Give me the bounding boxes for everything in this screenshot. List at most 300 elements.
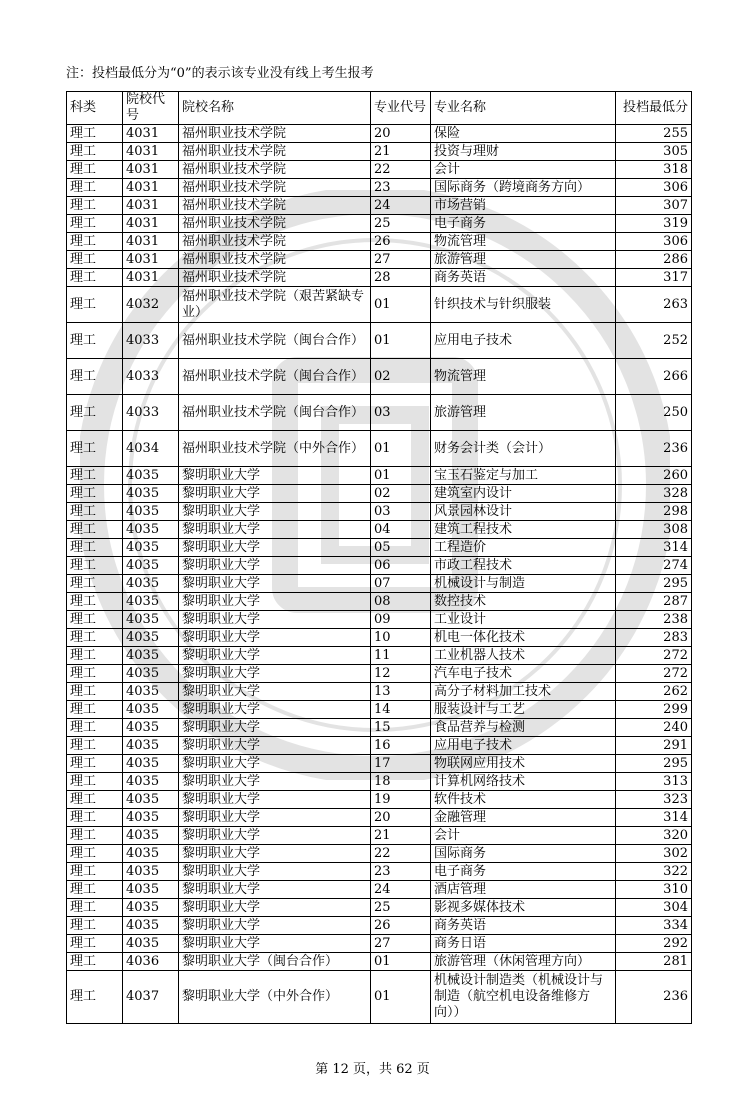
table-row bbox=[67, 827, 692, 845]
table-row bbox=[67, 719, 692, 737]
cell-school-code: 4033 bbox=[123, 395, 179, 431]
cell-category: 理工 bbox=[67, 899, 123, 917]
cell-min-score: 250 bbox=[616, 395, 692, 431]
cell-min-score: 307 bbox=[616, 197, 692, 215]
cell-school-name: 黎明职业大学 bbox=[179, 935, 371, 953]
cell-major-name: 应用电子技术 bbox=[431, 323, 616, 359]
cell-school-code: 4035 bbox=[123, 827, 179, 845]
table-row bbox=[67, 287, 692, 323]
cell-min-score: 287 bbox=[616, 593, 692, 611]
cell-school-code: 4035 bbox=[123, 647, 179, 665]
cell-school-name: 福州职业技术学院 bbox=[179, 197, 371, 215]
table-row bbox=[67, 395, 692, 431]
table-row bbox=[67, 755, 692, 773]
cell-school-name: 黎明职业大学 bbox=[179, 917, 371, 935]
cell-category: 理工 bbox=[67, 611, 123, 629]
header-major-code: 专业代号 bbox=[371, 92, 431, 125]
cell-category: 理工 bbox=[67, 701, 123, 719]
cell-min-score: 299 bbox=[616, 701, 692, 719]
cell-major-code: 22 bbox=[371, 845, 431, 863]
cell-major-code: 07 bbox=[371, 575, 431, 593]
cell-category: 理工 bbox=[67, 719, 123, 737]
table-row bbox=[67, 647, 692, 665]
cell-school-code: 4035 bbox=[123, 881, 179, 899]
cell-school-name: 黎明职业大学 bbox=[179, 521, 371, 539]
cell-school-code: 4036 bbox=[123, 953, 179, 971]
cell-major-name: 市政工程技术 bbox=[431, 557, 616, 575]
header-min-score: 投档最低分 bbox=[616, 92, 692, 125]
cell-major-name: 物流管理 bbox=[431, 233, 616, 251]
cell-school-name: 福州职业技术学院 bbox=[179, 269, 371, 287]
cell-school-name: 黎明职业大学 bbox=[179, 611, 371, 629]
cell-major-name: 商务日语 bbox=[431, 935, 616, 953]
cell-major-code: 10 bbox=[371, 629, 431, 647]
table-row bbox=[67, 215, 692, 233]
cell-category: 理工 bbox=[67, 665, 123, 683]
cell-major-name: 旅游管理 bbox=[431, 395, 616, 431]
cell-major-code: 21 bbox=[371, 143, 431, 161]
cell-min-score: 334 bbox=[616, 917, 692, 935]
cell-min-score: 283 bbox=[616, 629, 692, 647]
cell-school-code: 4035 bbox=[123, 899, 179, 917]
table-row bbox=[67, 431, 692, 467]
cell-category: 理工 bbox=[67, 395, 123, 431]
cell-min-score: 317 bbox=[616, 269, 692, 287]
cell-school-name: 黎明职业大学 bbox=[179, 845, 371, 863]
cell-school-code: 4035 bbox=[123, 701, 179, 719]
cell-school-name: 黎明职业大学（中外合作） bbox=[179, 971, 371, 1024]
table-row bbox=[67, 791, 692, 809]
cell-major-name: 市场营销 bbox=[431, 197, 616, 215]
cell-min-score: 291 bbox=[616, 737, 692, 755]
cell-min-score: 263 bbox=[616, 287, 692, 323]
header-school-code: 院校代号 bbox=[123, 92, 179, 125]
cell-major-code: 24 bbox=[371, 881, 431, 899]
cell-school-name: 福州职业技术学院 bbox=[179, 179, 371, 197]
cell-min-score: 266 bbox=[616, 359, 692, 395]
table-row bbox=[67, 917, 692, 935]
cell-major-name: 会计 bbox=[431, 827, 616, 845]
cell-major-code: 23 bbox=[371, 179, 431, 197]
header-school-name: 院校名称 bbox=[179, 92, 371, 125]
cell-min-score: 314 bbox=[616, 539, 692, 557]
cell-school-code: 4035 bbox=[123, 593, 179, 611]
cell-category: 理工 bbox=[67, 143, 123, 161]
cell-major-name: 服装设计与工艺 bbox=[431, 701, 616, 719]
cell-school-code: 4035 bbox=[123, 467, 179, 485]
cell-category: 理工 bbox=[67, 881, 123, 899]
table-row bbox=[67, 845, 692, 863]
table-row bbox=[67, 521, 692, 539]
cell-major-code: 05 bbox=[371, 539, 431, 557]
table-row bbox=[67, 899, 692, 917]
cell-major-name: 高分子材料加工技术 bbox=[431, 683, 616, 701]
cell-school-code: 4035 bbox=[123, 863, 179, 881]
cell-school-name: 黎明职业大学 bbox=[179, 737, 371, 755]
cell-min-score: 286 bbox=[616, 251, 692, 269]
cell-category: 理工 bbox=[67, 539, 123, 557]
table-row bbox=[67, 593, 692, 611]
cell-category: 理工 bbox=[67, 521, 123, 539]
cell-min-score: 272 bbox=[616, 665, 692, 683]
cell-school-code: 4037 bbox=[123, 971, 179, 1024]
admission-score-table bbox=[66, 91, 692, 1024]
cell-major-code: 11 bbox=[371, 647, 431, 665]
page-footer: 第 12 页，共 62 页 bbox=[315, 1062, 430, 1077]
table-row bbox=[67, 251, 692, 269]
header-major-name: 专业名称 bbox=[431, 92, 616, 125]
cell-major-name: 数控技术 bbox=[431, 593, 616, 611]
cell-major-name: 食品营养与检测 bbox=[431, 719, 616, 737]
cell-school-name: 黎明职业大学 bbox=[179, 647, 371, 665]
table-row bbox=[67, 953, 692, 971]
cell-school-name: 黎明职业大学 bbox=[179, 863, 371, 881]
cell-min-score: 304 bbox=[616, 899, 692, 917]
table-row bbox=[67, 611, 692, 629]
cell-school-name: 福州职业技术学院 bbox=[179, 251, 371, 269]
cell-category: 理工 bbox=[67, 215, 123, 233]
cell-major-code: 22 bbox=[371, 161, 431, 179]
cell-category: 理工 bbox=[67, 953, 123, 971]
cell-school-code: 4035 bbox=[123, 737, 179, 755]
cell-category: 理工 bbox=[67, 179, 123, 197]
cell-school-code: 4033 bbox=[123, 359, 179, 395]
cell-major-name: 建筑工程技术 bbox=[431, 521, 616, 539]
table-row bbox=[67, 701, 692, 719]
cell-major-code: 08 bbox=[371, 593, 431, 611]
cell-major-name: 应用电子技术 bbox=[431, 737, 616, 755]
table-row bbox=[67, 881, 692, 899]
cell-school-code: 4031 bbox=[123, 269, 179, 287]
table-row bbox=[67, 485, 692, 503]
cell-school-code: 4035 bbox=[123, 557, 179, 575]
cell-major-name: 国际商务 bbox=[431, 845, 616, 863]
table-row bbox=[67, 179, 692, 197]
table-row bbox=[67, 143, 692, 161]
table-row bbox=[67, 971, 692, 1024]
cell-school-code: 4035 bbox=[123, 539, 179, 557]
cell-school-name: 福州职业技术学院（闽台合作） bbox=[179, 323, 371, 359]
cell-major-name: 电子商务 bbox=[431, 215, 616, 233]
cell-major-code: 28 bbox=[371, 269, 431, 287]
cell-major-code: 02 bbox=[371, 359, 431, 395]
cell-school-name: 黎明职业大学 bbox=[179, 503, 371, 521]
cell-min-score: 236 bbox=[616, 971, 692, 1024]
cell-school-name: 福州职业技术学院 bbox=[179, 143, 371, 161]
cell-category: 理工 bbox=[67, 125, 123, 143]
cell-school-name: 福州职业技术学院 bbox=[179, 161, 371, 179]
cell-school-code: 4035 bbox=[123, 683, 179, 701]
note-text: 注：投档最低分为“0”的表示该专业没有线上考生报考 bbox=[66, 66, 374, 81]
cell-min-score: 238 bbox=[616, 611, 692, 629]
cell-major-code: 01 bbox=[371, 431, 431, 467]
cell-major-code: 21 bbox=[371, 827, 431, 845]
cell-category: 理工 bbox=[67, 431, 123, 467]
cell-min-score: 295 bbox=[616, 575, 692, 593]
table-row bbox=[67, 557, 692, 575]
cell-min-score: 306 bbox=[616, 179, 692, 197]
cell-major-code: 20 bbox=[371, 809, 431, 827]
cell-major-code: 27 bbox=[371, 935, 431, 953]
cell-category: 理工 bbox=[67, 827, 123, 845]
cell-category: 理工 bbox=[67, 629, 123, 647]
cell-min-score: 306 bbox=[616, 233, 692, 251]
cell-min-score: 236 bbox=[616, 431, 692, 467]
cell-category: 理工 bbox=[67, 863, 123, 881]
cell-min-score: 260 bbox=[616, 467, 692, 485]
cell-category: 理工 bbox=[67, 503, 123, 521]
table-row bbox=[67, 323, 692, 359]
cell-major-name: 工程造价 bbox=[431, 539, 616, 557]
cell-school-name: 黎明职业大学 bbox=[179, 773, 371, 791]
cell-school-name: 黎明职业大学 bbox=[179, 485, 371, 503]
cell-major-name: 工业机器人技术 bbox=[431, 647, 616, 665]
table-row bbox=[67, 629, 692, 647]
cell-major-code: 16 bbox=[371, 737, 431, 755]
cell-min-score: 320 bbox=[616, 827, 692, 845]
cell-school-name: 黎明职业大学 bbox=[179, 593, 371, 611]
cell-school-code: 4035 bbox=[123, 935, 179, 953]
cell-category: 理工 bbox=[67, 485, 123, 503]
cell-major-code: 19 bbox=[371, 791, 431, 809]
cell-major-name: 投资与理财 bbox=[431, 143, 616, 161]
cell-school-name: 福州职业技术学院 bbox=[179, 215, 371, 233]
cell-category: 理工 bbox=[67, 809, 123, 827]
cell-min-score: 281 bbox=[616, 953, 692, 971]
cell-school-code: 4031 bbox=[123, 125, 179, 143]
cell-major-name: 商务英语 bbox=[431, 917, 616, 935]
cell-school-name: 黎明职业大学（闽台合作） bbox=[179, 953, 371, 971]
cell-category: 理工 bbox=[67, 269, 123, 287]
cell-major-code: 03 bbox=[371, 503, 431, 521]
cell-category: 理工 bbox=[67, 791, 123, 809]
cell-category: 理工 bbox=[67, 323, 123, 359]
cell-major-name: 汽车电子技术 bbox=[431, 665, 616, 683]
cell-school-code: 4031 bbox=[123, 251, 179, 269]
cell-school-name: 黎明职业大学 bbox=[179, 467, 371, 485]
cell-school-code: 4035 bbox=[123, 575, 179, 593]
cell-school-code: 4031 bbox=[123, 233, 179, 251]
cell-school-code: 4034 bbox=[123, 431, 179, 467]
cell-category: 理工 bbox=[67, 755, 123, 773]
cell-school-code: 4033 bbox=[123, 323, 179, 359]
cell-major-name: 电子商务 bbox=[431, 863, 616, 881]
cell-school-name: 黎明职业大学 bbox=[179, 719, 371, 737]
cell-major-code: 02 bbox=[371, 485, 431, 503]
table-row bbox=[67, 575, 692, 593]
cell-major-code: 25 bbox=[371, 899, 431, 917]
table-header-row bbox=[67, 92, 692, 125]
table-row bbox=[67, 809, 692, 827]
cell-school-name: 黎明职业大学 bbox=[179, 557, 371, 575]
cell-school-name: 黎明职业大学 bbox=[179, 701, 371, 719]
cell-category: 理工 bbox=[67, 161, 123, 179]
cell-school-name: 黎明职业大学 bbox=[179, 629, 371, 647]
cell-min-score: 314 bbox=[616, 809, 692, 827]
table-row bbox=[67, 863, 692, 881]
cell-category: 理工 bbox=[67, 557, 123, 575]
table-row bbox=[67, 737, 692, 755]
cell-major-name: 保险 bbox=[431, 125, 616, 143]
cell-school-code: 4031 bbox=[123, 197, 179, 215]
cell-category: 理工 bbox=[67, 773, 123, 791]
cell-school-code: 4035 bbox=[123, 809, 179, 827]
cell-category: 理工 bbox=[67, 359, 123, 395]
table-row bbox=[67, 125, 692, 143]
cell-category: 理工 bbox=[67, 647, 123, 665]
cell-min-score: 272 bbox=[616, 647, 692, 665]
cell-school-code: 4035 bbox=[123, 791, 179, 809]
cell-min-score: 240 bbox=[616, 719, 692, 737]
cell-school-code: 4031 bbox=[123, 179, 179, 197]
cell-school-code: 4035 bbox=[123, 503, 179, 521]
cell-school-name: 黎明职业大学 bbox=[179, 665, 371, 683]
table-row bbox=[67, 233, 692, 251]
cell-major-name: 物流管理 bbox=[431, 359, 616, 395]
cell-major-code: 06 bbox=[371, 557, 431, 575]
cell-min-score: 319 bbox=[616, 215, 692, 233]
cell-major-name: 机械设计与制造 bbox=[431, 575, 616, 593]
table-row bbox=[67, 773, 692, 791]
cell-school-code: 4031 bbox=[123, 161, 179, 179]
cell-min-score: 308 bbox=[616, 521, 692, 539]
cell-school-code: 4035 bbox=[123, 845, 179, 863]
cell-major-name: 金融管理 bbox=[431, 809, 616, 827]
cell-major-name: 旅游管理 bbox=[431, 251, 616, 269]
cell-school-name: 黎明职业大学 bbox=[179, 575, 371, 593]
cell-major-code: 01 bbox=[371, 323, 431, 359]
cell-min-score: 322 bbox=[616, 863, 692, 881]
cell-category: 理工 bbox=[67, 737, 123, 755]
cell-school-name: 福州职业技术学院（艰苦紧缺专业） bbox=[179, 287, 371, 323]
table-row bbox=[67, 359, 692, 395]
cell-major-name: 针织技术与针织服装 bbox=[431, 287, 616, 323]
cell-category: 理工 bbox=[67, 845, 123, 863]
cell-major-name: 国际商务（跨境商务方向） bbox=[431, 179, 616, 197]
cell-school-name: 黎明职业大学 bbox=[179, 899, 371, 917]
cell-school-name: 福州职业技术学院（闽台合作） bbox=[179, 395, 371, 431]
cell-min-score: 274 bbox=[616, 557, 692, 575]
cell-major-code: 01 bbox=[371, 953, 431, 971]
cell-major-name: 商务英语 bbox=[431, 269, 616, 287]
cell-school-name: 黎明职业大学 bbox=[179, 881, 371, 899]
cell-school-code: 4035 bbox=[123, 521, 179, 539]
cell-major-name: 物联网应用技术 bbox=[431, 755, 616, 773]
cell-school-name: 黎明职业大学 bbox=[179, 539, 371, 557]
header-category: 科类 bbox=[67, 92, 123, 125]
table-row bbox=[67, 503, 692, 521]
cell-school-name: 黎明职业大学 bbox=[179, 755, 371, 773]
cell-school-code: 4035 bbox=[123, 719, 179, 737]
cell-major-code: 14 bbox=[371, 701, 431, 719]
cell-school-code: 4032 bbox=[123, 287, 179, 323]
cell-major-code: 01 bbox=[371, 287, 431, 323]
cell-school-name: 黎明职业大学 bbox=[179, 809, 371, 827]
cell-school-name: 福州职业技术学院（闽台合作） bbox=[179, 359, 371, 395]
cell-major-code: 26 bbox=[371, 917, 431, 935]
cell-category: 理工 bbox=[67, 251, 123, 269]
cell-major-code: 09 bbox=[371, 611, 431, 629]
cell-school-name: 福州职业技术学院 bbox=[179, 233, 371, 251]
table-row bbox=[67, 197, 692, 215]
cell-category: 理工 bbox=[67, 683, 123, 701]
cell-school-code: 4031 bbox=[123, 143, 179, 161]
cell-school-code: 4035 bbox=[123, 917, 179, 935]
cell-min-score: 310 bbox=[616, 881, 692, 899]
cell-min-score: 298 bbox=[616, 503, 692, 521]
cell-category: 理工 bbox=[67, 593, 123, 611]
cell-major-name: 建筑室内设计 bbox=[431, 485, 616, 503]
cell-category: 理工 bbox=[67, 917, 123, 935]
cell-school-name: 福州职业技术学院（中外合作） bbox=[179, 431, 371, 467]
cell-major-code: 13 bbox=[371, 683, 431, 701]
table-row bbox=[67, 539, 692, 557]
cell-min-score: 323 bbox=[616, 791, 692, 809]
cell-major-code: 23 bbox=[371, 863, 431, 881]
cell-min-score: 318 bbox=[616, 161, 692, 179]
cell-major-code: 04 bbox=[371, 521, 431, 539]
cell-major-name: 机械设计制造类（机械设计与制造（航空机电设备维修方向）） bbox=[431, 971, 616, 1024]
cell-category: 理工 bbox=[67, 575, 123, 593]
table-row bbox=[67, 269, 692, 287]
cell-school-code: 4035 bbox=[123, 611, 179, 629]
cell-school-name: 黎明职业大学 bbox=[179, 827, 371, 845]
cell-major-code: 24 bbox=[371, 197, 431, 215]
cell-major-name: 宝玉石鉴定与加工 bbox=[431, 467, 616, 485]
cell-school-name: 福州职业技术学院 bbox=[179, 125, 371, 143]
cell-category: 理工 bbox=[67, 197, 123, 215]
cell-major-code: 03 bbox=[371, 395, 431, 431]
cell-major-code: 17 bbox=[371, 755, 431, 773]
cell-major-code: 01 bbox=[371, 971, 431, 1024]
cell-school-name: 黎明职业大学 bbox=[179, 791, 371, 809]
table-row bbox=[67, 935, 692, 953]
cell-major-name: 工业设计 bbox=[431, 611, 616, 629]
cell-category: 理工 bbox=[67, 233, 123, 251]
cell-category: 理工 bbox=[67, 971, 123, 1024]
cell-min-score: 313 bbox=[616, 773, 692, 791]
table-row bbox=[67, 467, 692, 485]
cell-major-code: 25 bbox=[371, 215, 431, 233]
cell-min-score: 328 bbox=[616, 485, 692, 503]
cell-school-code: 4035 bbox=[123, 629, 179, 647]
cell-major-name: 会计 bbox=[431, 161, 616, 179]
cell-major-name: 财务会计类（会计） bbox=[431, 431, 616, 467]
cell-category: 理工 bbox=[67, 287, 123, 323]
table-row bbox=[67, 683, 692, 701]
cell-min-score: 255 bbox=[616, 125, 692, 143]
cell-min-score: 295 bbox=[616, 755, 692, 773]
cell-major-code: 26 bbox=[371, 233, 431, 251]
cell-major-code: 15 bbox=[371, 719, 431, 737]
cell-category: 理工 bbox=[67, 935, 123, 953]
cell-major-code: 12 bbox=[371, 665, 431, 683]
cell-school-code: 4035 bbox=[123, 485, 179, 503]
cell-major-name: 旅游管理（休闲管理方向） bbox=[431, 953, 616, 971]
cell-major-name: 影视多媒体技术 bbox=[431, 899, 616, 917]
cell-min-score: 292 bbox=[616, 935, 692, 953]
cell-major-code: 18 bbox=[371, 773, 431, 791]
cell-major-name: 计算机网络技术 bbox=[431, 773, 616, 791]
cell-major-code: 01 bbox=[371, 467, 431, 485]
cell-school-code: 4035 bbox=[123, 773, 179, 791]
cell-school-code: 4031 bbox=[123, 215, 179, 233]
cell-major-name: 软件技术 bbox=[431, 791, 616, 809]
cell-category: 理工 bbox=[67, 467, 123, 485]
cell-major-code: 20 bbox=[371, 125, 431, 143]
cell-min-score: 305 bbox=[616, 143, 692, 161]
cell-min-score: 302 bbox=[616, 845, 692, 863]
